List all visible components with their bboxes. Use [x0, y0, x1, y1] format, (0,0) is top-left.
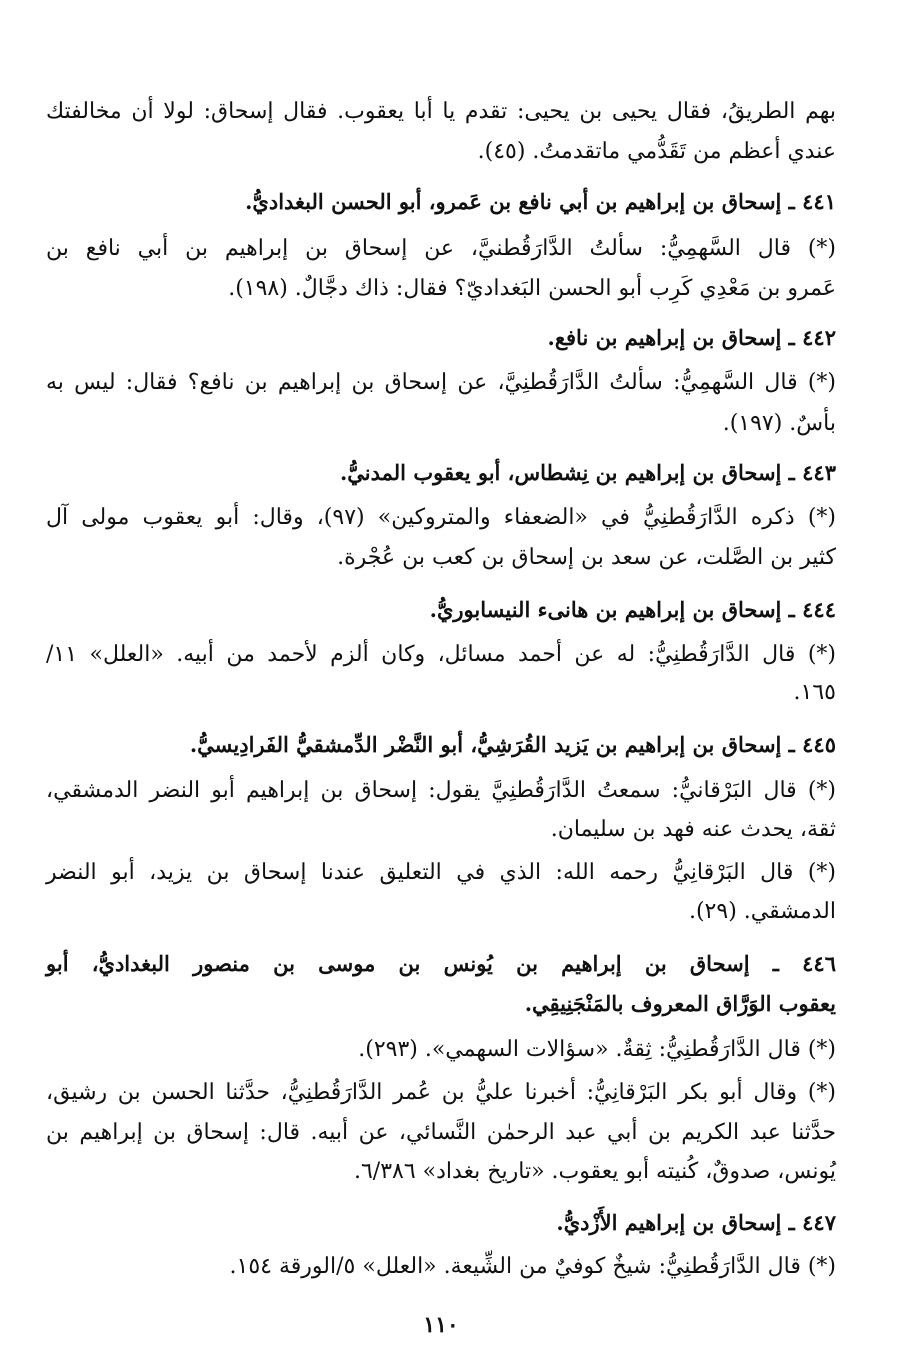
document-page	[46, 0, 836, 1357]
text-line: عَمرو بن مَعْدِي كَرِب أبو الحسن البَغداديّ؟ فقال: ذاك دجَّالٌ. (١٩٨).	[228, 276, 836, 301]
entry-heading-444: ٤٤٤ ـ إسحاق بن إبراهيم بن هانىء النيسابوريُّ.	[429, 597, 836, 622]
text-line: كثير بن الصَّلت، عن سعد بن إسحاق بن كعب بن عُجْرة.	[337, 545, 836, 570]
entry-heading-445: ٤٤٥ ـ إسحاق بن إبراهيم بن يَزيد القُرَشِيُّ، أبو النَّضْر الدِّمشقيُّ الفَرادِيسيُّ.	[189, 732, 836, 757]
text-line: (*) قال البَرْقانِيُّ رحمه الله: الذي في التعليق عندنا إسحاق بن يزيد، أبو النضر	[46, 860, 836, 885]
text-line: يُونس، صدوقٌ، كُنيته أبو يعقوب. «تاريخ بغداد» ٦/٣٨٦.	[353, 1159, 836, 1184]
text-line: (*) قال الدَّارَقُطنِيُّ: له عن أحمد مسائل، وكان ألزم لأحمد من أبيه. «العلل» ١١/	[46, 642, 836, 667]
text-line: ثقة، يحدث عنه فهد بن سليمان.	[550, 817, 836, 842]
text-line: (*) وقال أبو بكر البَرْقانِيُّ: أخبرنا عليُّ بن عُمر الدَّارَقُطنِيُّ، حدَّثنا الحسن بن رشيق،	[46, 1080, 836, 1105]
page-number: ١١٠	[423, 1312, 459, 1338]
text-line: حدَّثنا عبد الكريم بن أبي عبد الرحمٰن النَّسائي، عن أبيه. قال: إسحاق بن إبراهيم بن	[46, 1120, 836, 1145]
text-line: (*) ذكره الدَّارَقُطنِيُّ في «الضعفاء والمتروكين» (٩٧)، وقال: أبو يعقوب مولى آل	[46, 505, 836, 530]
entry-heading-442: ٤٤٢ ـ إسحاق بن إبراهيم بن نافع.	[547, 325, 836, 350]
text-line: (*) قال الدَّارَقُطنِيُّ: ثِقةٌ. «سؤالات السهمي». (٢٩٣).	[358, 1037, 836, 1062]
entry-heading-447: ٤٤٧ ـ إسحاق بن إبراهيم الأَزْديُّ.	[556, 1210, 836, 1235]
text-line: بأسٌ. (١٩٧).	[722, 411, 836, 436]
entry-heading-441: ٤٤١ ـ إسحاق بن إبراهيم بن أبي نافع بن عَمرو، أبو الحسن البغداديُّ.	[245, 189, 836, 214]
entry-heading-443: ٤٤٣ ـ إسحاق بن إبراهيم بن نِشطاس، أبو يعقوب المدنيُّ.	[339, 460, 836, 485]
entry-heading-446-cont: يعقوب الوَرَّاق المعروف بالمَنْجَنِيقِي.	[524, 991, 836, 1016]
text-line: ١٦٥.	[793, 680, 836, 705]
text-line: (*) قال السَّهمِيُّ: سألتُ الدَّارَقُطنيَّ، عن إسحاق بن إبراهيم بن أبي نافع بن	[46, 236, 836, 261]
text-line: عندي أعظم من تَقَدُّمي ماتقدمتُ. (٤٥).	[477, 139, 836, 164]
text-line: الدمشقي. (٢٩).	[688, 899, 836, 924]
text-line: (*) قال السَّهمِيُّ: سألتُ الدَّارَقُطنِيَّ، عن إسحاق بن إبراهيم بن نافع؟ فقال: ليس به	[46, 370, 836, 395]
text-line: بهم الطريقُ، فقال يحيى بن يحيى: تقدم يا أبا يعقوب. فقال إسحاق: لولا أن مخالفتك	[46, 99, 836, 124]
entry-heading-446: ٤٤٦ ـ إسحاق بن إبراهيم بن يُونس بن موسى بن منصور البغداديُّ، أبو	[46, 951, 836, 976]
text-line: (*) قال الدَّارَقُطنِيُّ: شيخٌ كوفيٌ من الشِّيعة. «العلل» ٥/الورقة ١٥٤.	[229, 1254, 836, 1279]
text-line: (*) قال البَرْقانيُّ: سمعتُ الدَّارَقُطنِيَّ يقول: إسحاق بن إبراهيم أبو النضر الدمشقي،	[46, 778, 836, 803]
